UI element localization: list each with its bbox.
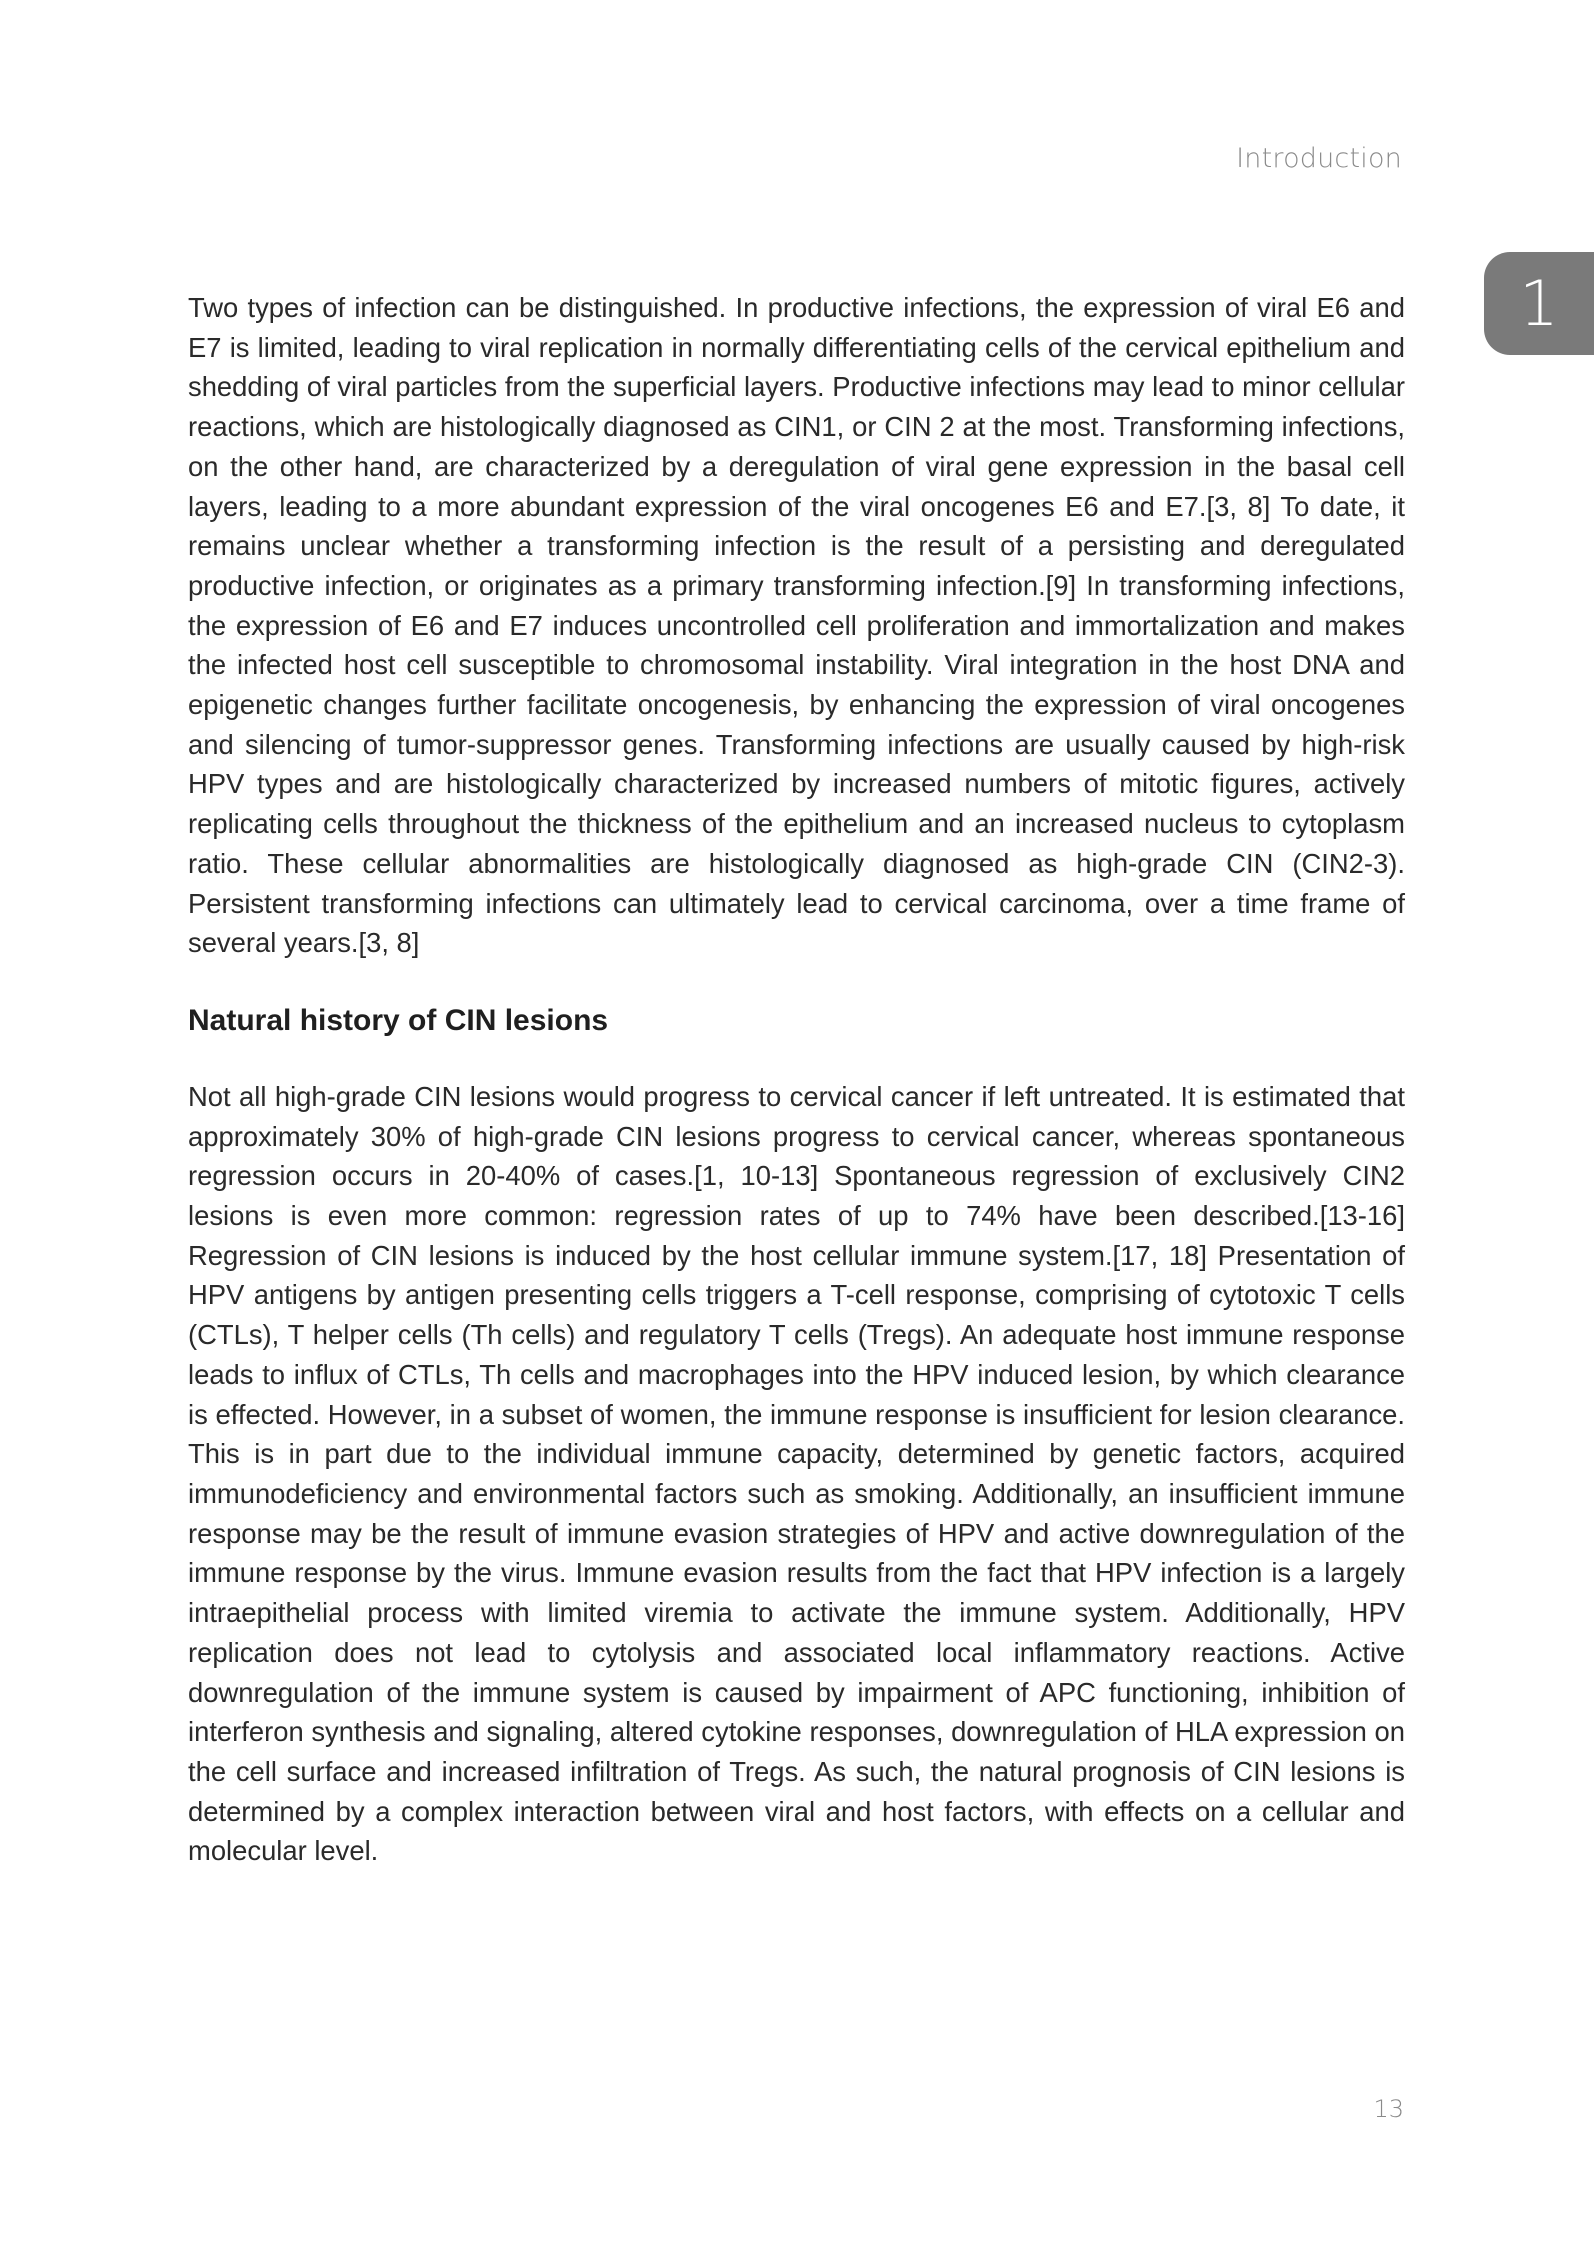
main-content xyxy=(188,288,1405,1871)
section-heading: Natural history of CIN lesions xyxy=(188,1003,609,1037)
chapter-number-tab: 1 xyxy=(1484,252,1594,355)
body-paragraph-2: Not all high-grade CIN lesions would progress to cervical cancer if left untreated. It is estimated that approximately 30% of high-grade CIN lesions progress to cervical cancer, whereas spontaneous regression occurs in 20-40% of cases.[1, 10-13] Spontaneous regression of exclusively CIN2 lesions is even more common: regression rates of up to 74% have been described.[13-16] Regression of CIN lesions is induced by the host cellular immune system.[17, 18] Presentation of HPV antigens by antigen presenting cells triggers a T-cell response, comprising of cytotoxic T cells (CTLs), T helper cells (Th cells) and regulatory T cells (Tregs). An adequate host immune response leads to influx of CTLs, Th cells and macrophages into the HPV induced lesion, by which clearance is effected. However, in a subset of women, the immune response is insufficient for lesion clearance. This is in part due to the individual immune capacity, determined by genetic factors, acquired immunodeficiency and environmental factors such as smoking. Additionally, an insufficient immune response may be the result of immune evasion strategies of HPV and active downregulation of the immune response by the virus. Immune evasion results from the fact that HPV infection is a largely intraepithelial process with limited viremia to activate the immune system. Additionally, HPV replication does not lead to cytolysis and associated local inflammatory reactions. Active downregulation of the immune system is caused by impairment of APC functioning, inhibition of interferon synthesis and signaling, altered cytokine responses, downregulation of HLA expression on the cell surface and increased infiltration of Tregs. As such, the natural prognosis of CIN lesions is determined by a complex interaction between viral and host factors, with effects on a cellular and molecular level. xyxy=(188,1080,1405,1867)
running-header-title: Introduction xyxy=(1236,143,1402,174)
body-paragraph-1: Two types of infection can be distinguished. In productive infections, the expression of viral E6 and E7 is limited, leading to viral replication in normally differentiating cells of the cervical epithelium and shedding of viral particles from the superficial layers. Productive infections may lead to minor cellular reactions, which are histologically diagnosed as CIN1, or CIN 2 at the most. Transforming infections, on the other hand, are characterized by a deregulation of viral gene expression in the basal cell layers, leading to a more abundant expression of the viral oncogenes E6 and E7.[3, 8] To date, it remains unclear whether a transforming infection is the result of a persisting and deregulated productive infection, or originates as a primary transforming infection.[9] In transforming infections, the expression of E6 and E7 induces uncontrolled cell proliferation and immortalization and makes the infected host cell susceptible to chromosomal instability. Viral integration in the host DNA and epigenetic changes further facilitate oncogenesis, by enhancing the expression of viral oncogenes and silencing of tumor-suppressor genes. Transforming infections are usually caused by high-risk HPV types and are histologically characterized by increased numbers of mitotic figures, actively replicating cells throughout the thickness of the epithelium and an increased nucleus to cytoplasm ratio. These cellular abnormalities are histologically diagnosed as high-grade CIN (CIN2-3). Persistent transforming infections can ultimately lead to cervical carcinoma, over a time frame of several years.[3, 8] xyxy=(188,292,1405,959)
page-number: 13 xyxy=(1373,2095,1404,2123)
